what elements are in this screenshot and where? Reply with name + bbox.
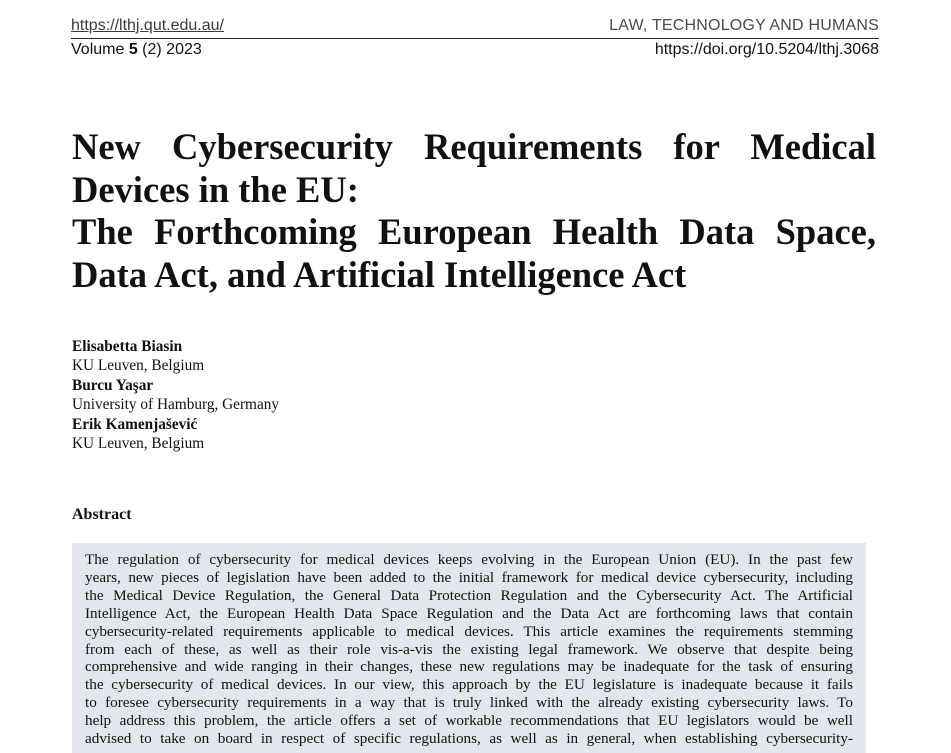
running-header-bottom	[71, 41, 879, 61]
volume-info	[71, 41, 202, 59]
abstract-line: to foresee cybersecurity requirements in a way that is truly linked with the already existing cybersecurity laws. To	[85, 694, 853, 712]
author-list	[72, 337, 572, 453]
volume-suffix: (2) 2023	[137, 41, 202, 58]
title-line-1: New Cybersecurity Requirements for Medical	[72, 126, 876, 167]
author-affiliation: KU Leuven, Belgium	[72, 357, 205, 375]
abstract-text	[85, 551, 853, 748]
abstract-line: from each of these, as well as their role vis-a-vis the existing legal framework. We observe that despite being	[85, 640, 853, 658]
abstract-line: the Medical Device Regulation, the General Data Protection Regulation and the Cybersecurity Act. The Artificial	[85, 586, 853, 604]
abstract-line: cybersecurity-related requirements applicable to medical devices. This article examines the requirements stemming	[85, 622, 853, 640]
author-affiliation: University of Hamburg, Germany	[72, 396, 280, 414]
abstract-line: years, new pieces of legislation have been added to the initial framework for medical device cybersecurity, including	[85, 568, 853, 586]
abstract-line: help address this problem, the article offers a set of workable recommendations that EU legislators would be well	[85, 712, 853, 730]
abstract-heading: Abstract	[72, 506, 132, 523]
header-divider	[71, 38, 879, 39]
title-line-3: The Forthcoming European Health Data Space,	[72, 211, 876, 252]
journal-name: LAW, TECHNOLOGY AND HUMANS	[609, 17, 879, 34]
abstract-line: advised to take on board in respect of specific regulations, as well as in general, when establishing cybersecurity-	[85, 730, 853, 748]
running-header-top	[71, 17, 879, 37]
volume-number: 5	[128, 41, 138, 58]
author-name: Elisabetta Biasin	[72, 338, 183, 355]
abstract-box	[72, 543, 866, 753]
author-name: Burcu Yaşar	[72, 376, 154, 394]
abstract-line: comprehensive and wide ranging in their changes, these new regulations may be inadequate for the task of ensuring	[85, 658, 853, 676]
abstract-line: the cybersecurity of medical devices. In our view, this approach by the EU legislature is inadequate because it fails	[85, 676, 853, 694]
abstract-line: The regulation of cybersecurity for medical devices keeps evolving in the European Union (EU). In the past few	[85, 551, 853, 568]
journal-site-link[interactable]: https://lthj.qut.edu.au/	[71, 17, 224, 34]
paper-title	[72, 126, 876, 296]
title-line-2: Devices in the EU:	[72, 168, 359, 210]
title-line-4: Data Act, and Artificial Intelligence Act	[72, 253, 687, 295]
author-affiliation: KU Leuven, Belgium	[72, 435, 205, 453]
volume-prefix: Volume	[71, 41, 129, 58]
abstract-line: Intelligence Act, the European Health Data Space Regulation and the Data Act are forthcoming laws that contain	[85, 604, 853, 622]
author-name: Erik Kamenjašević	[72, 415, 198, 433]
doi-link[interactable]: https://doi.org/10.5204/lthj.3068	[654, 41, 879, 58]
